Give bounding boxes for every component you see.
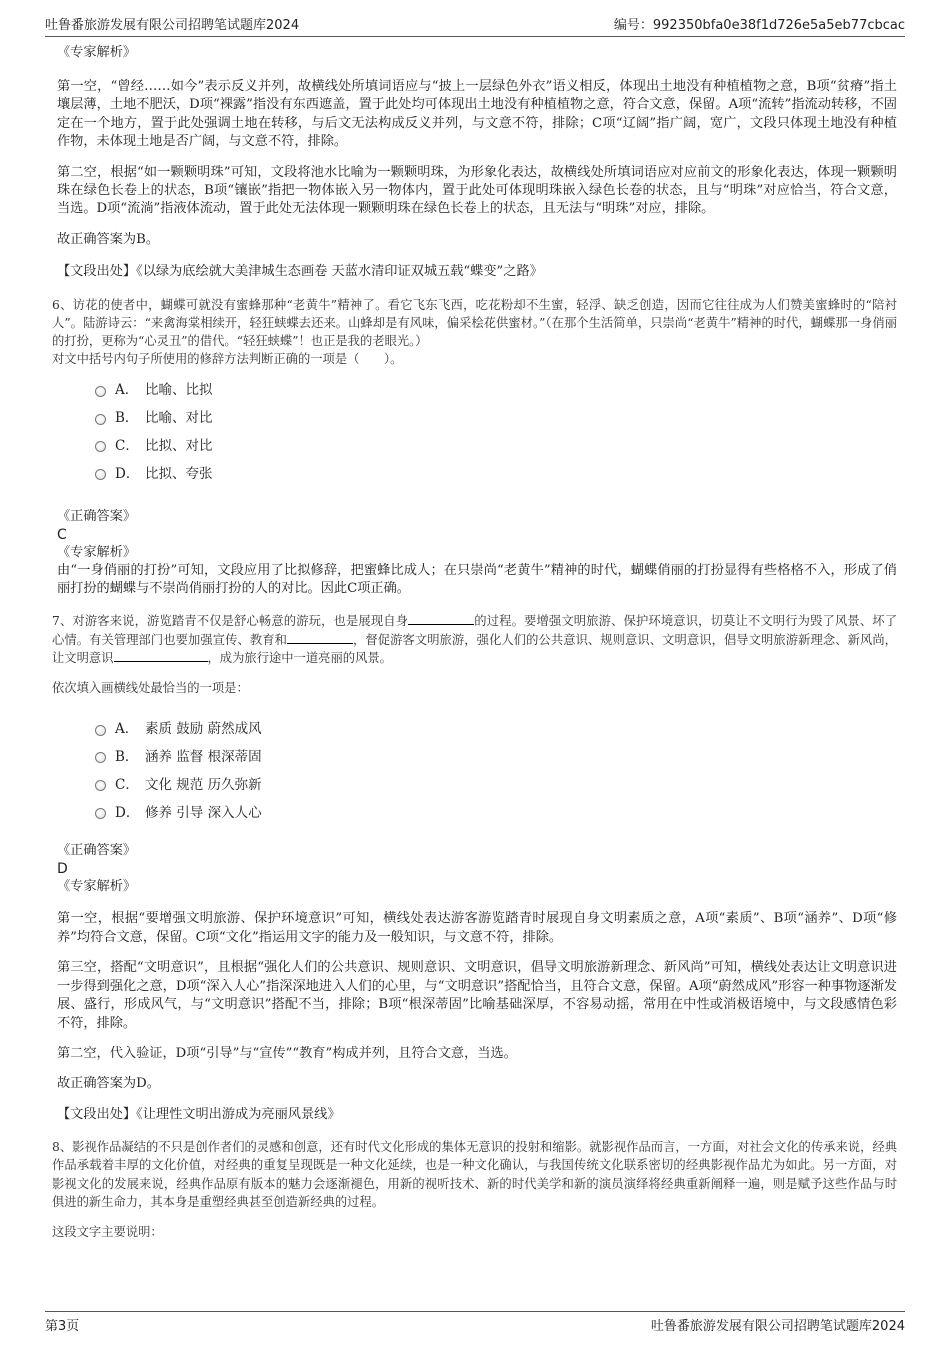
q7-analysis-blank1: 第一空，根据“要增强文明旅游、保护环境意识”可知，横线处表达游客游览踏青时展现自身文明素质之意，A项“素质”、B项“涵养”、D项“修养”均符合文意，保留。C项“文化”指运用文字的能力及一般知识，与文意不符，排除。 [57,911,897,945]
radio-icon[interactable] [95,386,106,397]
fill-blank-2 [287,631,353,644]
fill-blank-1 [408,612,474,625]
q7-analysis-blank2: 第二空，代入验证，D项“引导”与“宣传”“教育”构成并列，且符合文意，当选。 [57,1045,517,1061]
q7-analysis-blank3: 第三空，搭配“文明意识”，且根据“强化人们的公共意识、规则意识、文明意识，倡导文明旅游新理念、新风尚”可知，横线处表达让文明意识进一步得到强化之意，D项“深入人心”指深深地进入人们的心里，与“文明意识”搭配恰当，且符合文意，保留。A项“蔚然成风”形容一种事物逐渐发展、盛行，形成风气，与“文明意识”搭配不当，排除；B项“根深蒂固”比喻基础深厚，不容易动摇，常用在中性或消极语境中，与文段感情色彩不符，排除。 [57,960,897,1031]
q6-option-d[interactable]: D． 比拟、夸张 [95,458,897,486]
q6-prompt: 对文中括号内句子所使用的修辞方法判断正确的一项是（ ）。 [52,352,403,367]
expert-analysis-label: 《专家解析》 [57,45,137,60]
radio-icon[interactable] [95,441,106,452]
q7-conclusion: 故正确答案为D。 [57,1076,160,1092]
q5-source: 【文段出处】《以绿为底绘就大美津城生态画卷 天蓝水清印证双城五载“蝶变”之路》 [57,264,543,280]
correct-answer-label: 《正确答案》 [57,508,137,524]
radio-icon[interactable] [95,780,106,791]
radio-icon[interactable] [95,469,106,480]
footer-title: 吐鲁番旅游发展有限公司招聘笔试题库2024 [650,1319,905,1334]
q7-prompt: 依次填入画横线处最恰当的一项是： [52,681,249,696]
q7-option-c[interactable]: C． 文化 规范 历久弥新 [95,769,897,797]
q7-answer: D [57,861,68,878]
radio-icon[interactable] [95,808,106,819]
header-title: 吐鲁番旅游发展有限公司招聘笔试题库2024 [45,18,300,33]
page-footer [45,1311,905,1334]
q6-options [95,374,897,485]
q6-text: 6、访花的使者中，蝴蝶可就没有蜜蜂那种“老黄牛”精神了。看它飞东飞西，吃花粉却不生蜜，轻浮、缺乏创造，因而它往往成为人们赞美蜜蜂时的“陪衬人”。陆游诗云：“来禽海棠相续开，轻狂蛱蝶去还来。山蜂却是有风味，偏采桧花供蜜材。”（在那个生活简单，只崇尚“老黄牛”精神的时代，蝴蝶那一身俏丽的打扮，更称为“心灵丑”的借代。“轻狂蛱蝶”！也正是我的老眼光。） [52,297,897,349]
q7-option-b[interactable]: B． 涵养 监督 根深蒂固 [95,741,897,769]
q5-analysis-blank2: 第二空，根据“如一颗颗明珠”可知，文段将池水比喻为一颗颗明珠，为形象化表达，故横线处所填词语应对应前文的形象化表达，体现一颗颗明珠在绿色长卷上的状态，B项“镶嵌”指把一物体嵌入另一物体内，置于此处可体现明珠嵌入绿色长卷的状态，且与“明珠”对应恰当，符合文意，当选。D项“流淌”指液体流动，置于此处无法体现一颗颗明珠在绿色长卷上的状态，且无法与“明珠”对应，排除。 [57,164,897,217]
radio-icon[interactable] [95,414,106,425]
q7-option-a[interactable]: A． 素质 鼓励 蔚然成风 [95,713,897,741]
q8-text: 8、影视作品凝结的不只是创作者们的灵感和创意，还有时代文化形成的集体无意识的投射和缩影。就影视作品而言，一方面，对社会文化的传承来说，经典作品承载着丰厚的文化价值，对经典的重复呈现既是一种文化延续，也是一种文化确认，与我国传统文化联系密切的经典影视作品尤为如此。另一方面，对影视文化的发展来说，经典作品原有版本的魅力会逐渐褪色，用新的视听技术、新的时代美学和新的演员演绎将经典重新阐释一遍，则是赋予这些作品与时俱进的新生命力，其本身是重塑经典甚至创造新经典的过程。 [52,1140,897,1209]
q7-source: 【文段出处】《让理性文明出游成为亮丽风景线》 [57,1106,341,1122]
q5-analysis-blank1: 第一空，“曾经……如今”表示反义并列，故横线处所填词语应与“披上一层绿色外衣”语义相反，体现出土地没有种植植物之意，B项“贫瘠”指土壤层薄，土地不肥沃，D项“裸露”指没有东西遮盖，置于此处均可体现出土地没有种植植物之意，符合文意，保留。A项“流转”指流动转移，不固定在一个地方，置于此处强调土地在转移，与后文无法构成反义并列，与文意不符，排除；C项“辽阔”指广阔，宽广，文段只体现土地没有种植作物，未体现土地是否广阔，与文意不符，排除。 [57,79,897,150]
radio-icon[interactable] [95,752,106,763]
q7-text: 7、对游客来说，游览踏青不仅是舒心畅意的游玩，也是展现自身 的过程。要增强文明旅游、保护环境意识，切莫让不文明行为毁了风景、坏了心情。有关管理部门也要加强宣传、教育和 ，督促游客文明旅游，强化人们的公共意识、规则意识、文明意识，倡导文明旅游新理念、新风尚，让文明意识 ，成为旅行途中一道亮丽的风景。 [52,614,897,665]
page-content [52,44,897,1241]
fill-blank-3 [114,649,208,662]
document-id: 编号：992350bfa0e38f1d726e5a5eb77cbcac [613,18,905,33]
page-number: 第3页 [45,1319,80,1334]
expert-analysis-label: 《专家解析》 [57,544,137,560]
q7-option-d[interactable]: D． 修养 引导 深入人心 [95,797,897,825]
q6-option-a[interactable]: A． 比喻、比拟 [95,374,897,402]
q6-answer: C [57,526,67,543]
page-header [45,14,905,37]
correct-answer-label: 《正确答案》 [57,843,137,859]
q5-conclusion: 故正确答案为B。 [57,231,160,247]
q8-prompt: 这段文字主要说明： [52,1224,163,1239]
q6-option-c[interactable]: C． 比拟、对比 [95,430,897,458]
q7-options [95,713,897,824]
expert-analysis-label: 《专家解析》 [57,879,137,895]
q6-option-b[interactable]: B． 比喻、对比 [95,402,897,430]
q6-analysis: 由“一身俏丽的打扮”可知，文段应用了比拟修辞，把蜜蜂比成人；在只崇尚“老黄牛”精神的时代，蝴蝶俏丽的打扮显得有些格格不入，形成了俏丽打扮的蝴蝶与不崇尚俏丽打扮的人的对比。因此C项正确。 [57,562,897,597]
radio-icon[interactable] [95,725,106,736]
